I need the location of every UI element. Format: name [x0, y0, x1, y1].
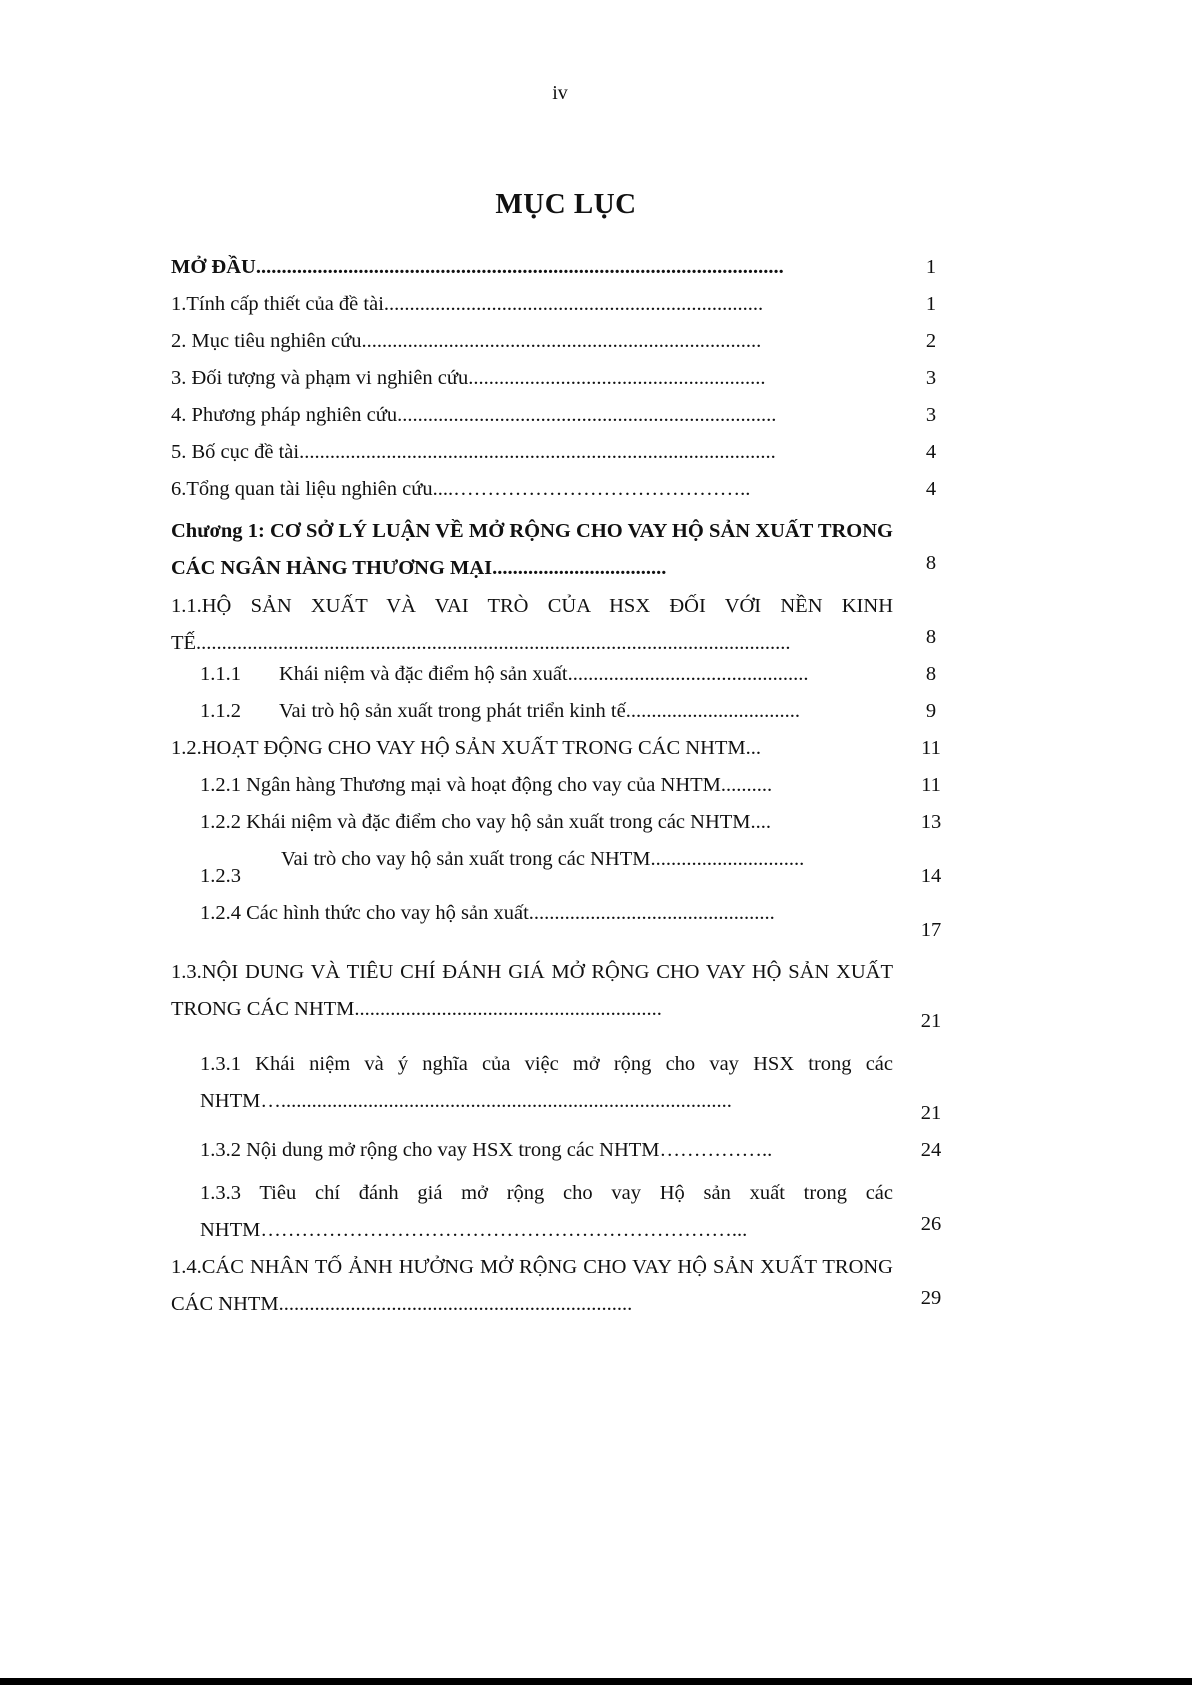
- toc-page-number: 4: [925, 441, 937, 463]
- toc-page-number: 14: [920, 865, 942, 887]
- toc-entry-text: 1.3.1 Khái niệm và ý nghĩa của việc mở rộng cho vay HSX trong các NHTM…........................................................................................: [200, 1053, 893, 1112]
- toc-page-number: 8: [925, 552, 937, 574]
- toc-entry: 2. Mục tiêu nghiên cứu..............................................................................: [171, 330, 762, 352]
- toc-entry: 1.3.3 Tiêu chí đánh giá mở rộng cho vay Hộ sản xuất trong các NHTM……………………………………………………………...: [200, 1182, 893, 1241]
- toc-page-number: 13: [920, 811, 942, 833]
- toc-page-number: 1: [925, 293, 937, 315]
- toc-entry-section-1-1: 1.1.HỘ SẢN XUẤT VÀ VAI TRÒ CỦA HSX ĐỐI VỚI NỀN KINH TẾ....................................................................................................................: [171, 595, 893, 654]
- toc-page-number: 8: [925, 626, 937, 648]
- toc-entry-chapter-1: Chương 1: CƠ SỞ LÝ LUẬN VỀ MỞ RỘNG CHO VAY HỘ SẢN XUẤT TRONG CÁC NGÂN HÀNG THƯƠNG MẠI..................................: [171, 520, 893, 579]
- toc-entry: 1.2.4 Các hình thức cho vay hộ sản xuất................................................: [200, 902, 775, 924]
- page-title: MỤC LỤC: [495, 188, 637, 220]
- toc-entry-1-2-3-number: 1.2.3: [200, 865, 241, 887]
- toc-page-number: 3: [925, 404, 937, 426]
- toc-page-number: 11: [921, 774, 941, 796]
- toc-entry-text: MỞ ĐẦU.......................................................................................................: [171, 256, 784, 278]
- toc-entry: 1.2.1 Ngân hàng Thương mại và hoạt động cho vay của NHTM..........: [200, 774, 773, 796]
- toc-page-number: 26: [920, 1213, 942, 1235]
- page-number: iv: [552, 82, 568, 104]
- toc-entry-section-1-4: 1.4.CÁC NHÂN TỐ ẢNH HƯỞNG MỞ RỘNG CHO VAY HỘ SẢN XUẤT TRONG CÁC NHTM.....................................................................: [171, 1256, 893, 1315]
- toc-entry: 4. Phương pháp nghiên cứu..........................................................................: [171, 404, 777, 426]
- toc-page-number: 4: [925, 478, 937, 500]
- toc-page-number: 8: [925, 663, 937, 685]
- toc-page-number: 9: [925, 700, 937, 722]
- toc-page-number: 17: [920, 919, 942, 941]
- toc-page-number: 21: [920, 1010, 942, 1032]
- toc-entry-1-1-2-number: 1.1.2: [200, 700, 241, 722]
- toc-entry: 3. Đối tượng và phạm vi nghiên cứu..........................................................: [171, 367, 766, 389]
- toc-entry: 6.Tổng quan tài liệu nghiên cứu....……………………………………..: [171, 478, 751, 500]
- toc-entry-section-1-3: 1.3.NỘI DUNG VÀ TIÊU CHÍ ĐÁNH GIÁ MỞ RỘNG CHO VAY HỘ SẢN XUẤT TRONG CÁC NHTM............................................................: [171, 961, 893, 1020]
- toc-entry-mo-dau: [171, 255, 784, 279]
- toc-page-number: 24: [920, 1139, 942, 1161]
- toc-entry-1-2-3-text: Vai trò cho vay hộ sản xuất trong các NHTM..............................: [281, 848, 805, 870]
- toc-page-number: 2: [925, 330, 937, 352]
- toc-entry-1-1-1-text: Khái niệm và đặc điểm hộ sản xuất...............................................: [279, 663, 809, 685]
- toc-entry: 1.3.2 Nội dung mở rộng cho vay HSX trong các NHTM……………..: [200, 1139, 773, 1161]
- bottom-scan-edge: [0, 1678, 1192, 1685]
- toc-entry-1-1-1-number: 1.1.1: [200, 663, 241, 685]
- toc-entry-section-1-2: 1.2.HOẠT ĐỘNG CHO VAY HỘ SẢN XUẤT TRONG CÁC NHTM...: [171, 737, 762, 759]
- toc-entry-1-1-2-text: Vai trò hộ sản xuất trong phát triển kinh tế..................................: [279, 700, 800, 722]
- toc-entry: [200, 1046, 893, 1120]
- toc-entry: 1.2.2 Khái niệm và đặc điểm cho vay hộ sản xuất trong các NHTM....: [200, 811, 771, 833]
- toc-entry: 1.Tính cấp thiết của đề tài..........................................................................: [171, 293, 764, 315]
- toc-page-number: 1: [925, 256, 937, 278]
- toc-page-number: 29: [920, 1287, 942, 1309]
- toc-entry: 5. Bố cục đề tài.............................................................................................: [171, 441, 776, 463]
- toc-page-number: 11: [921, 737, 941, 759]
- toc-page-number: 21: [920, 1102, 942, 1124]
- toc-page-number: 3: [925, 367, 937, 389]
